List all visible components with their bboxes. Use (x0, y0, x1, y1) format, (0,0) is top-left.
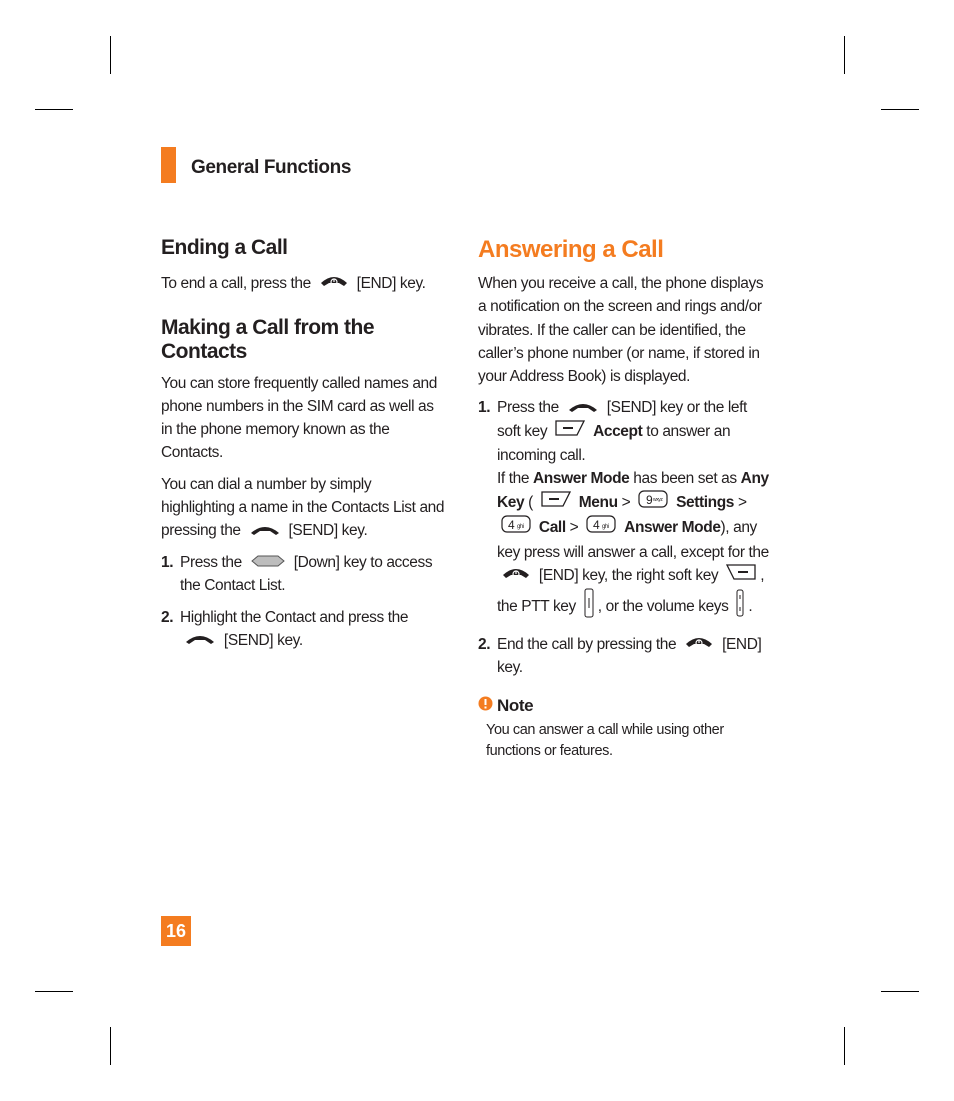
crop-mark (881, 109, 919, 110)
volume-keys-icon (736, 589, 744, 624)
right-column (478, 236, 773, 762)
svg-text:ghi: ghi (602, 524, 610, 531)
note-box (478, 696, 773, 762)
answering-intro: When you receive a call, the phone displays a notification on the screen and rings and/or vibrates. If the caller can be identified, the caller’s phone number (or name, if stored in your Address Book) is displayed. (478, 275, 764, 386)
send-key-icon (184, 629, 216, 652)
crop-mark (110, 1027, 111, 1065)
left-column (161, 236, 446, 653)
answering-heading: Answering a Call (478, 236, 664, 263)
svg-text:wxyz: wxyz (653, 497, 663, 504)
send-key-icon (249, 520, 281, 543)
end-key-icon (501, 564, 531, 587)
nine-key-icon (638, 490, 668, 515)
crop-mark (35, 991, 73, 992)
ending-call-heading: Ending a Call (161, 236, 288, 259)
contacts-heading: Making a Call from the Contacts (161, 315, 375, 363)
section-accent-bar (161, 147, 176, 183)
end-key-icon (684, 633, 714, 656)
crop-mark (844, 1027, 845, 1065)
send-key-icon (567, 397, 599, 420)
end-key-icon (319, 272, 349, 295)
alert-icon (478, 696, 493, 716)
svg-text:4: 4 (508, 518, 515, 533)
note-text: You can answer a call while using other functions or features. (486, 721, 724, 759)
answering-step-1: 1. Press the [SEND] key or the left soft key Accept to answer an incoming call. If the Answer Mode has been set as Any Key ( Menu > 9 wxyz Settings > 4 ghi Call > 4 ghi Answer Mode), any key press will answer a call, except for the [END] key, the right soft key , the PTT key , or the volume keys . (478, 396, 773, 624)
note-heading: Note (478, 696, 773, 716)
answering-step-2: 2. End the call by pressing the [END] key. (478, 633, 773, 680)
crop-mark (881, 991, 919, 992)
contacts-para-1: You can store frequently called names and phone numbers in the SIM card as well as in the phone memory known as the Contacts. (161, 374, 437, 462)
crop-mark (35, 109, 73, 110)
crop-mark (110, 36, 111, 74)
contacts-step-2: 2. Highlight the Contact and press the [SEND] key. (161, 606, 446, 653)
page-number: 16 (161, 916, 191, 946)
right-soft-key-icon (726, 564, 756, 587)
contacts-para-2: You can dial a number by simply highlighting a name in the Contacts List and pressing the [SEND] key. (161, 473, 446, 543)
svg-text:4: 4 (593, 518, 600, 533)
left-soft-key-icon (541, 491, 571, 514)
left-soft-key-icon (555, 420, 585, 443)
ending-call-text: To end a call, press the [END] key. (161, 272, 446, 296)
four-key-icon (586, 515, 616, 540)
contacts-step-1: 1. Press the [Down] key to access the Contact List. (161, 551, 446, 598)
down-key-icon (250, 551, 286, 574)
crop-mark (844, 36, 845, 74)
ptt-key-icon (584, 588, 594, 625)
four-key-icon (501, 515, 531, 540)
section-title: General Functions (191, 157, 352, 178)
svg-text:ghi: ghi (517, 524, 524, 531)
svg-text:9: 9 (646, 493, 653, 508)
